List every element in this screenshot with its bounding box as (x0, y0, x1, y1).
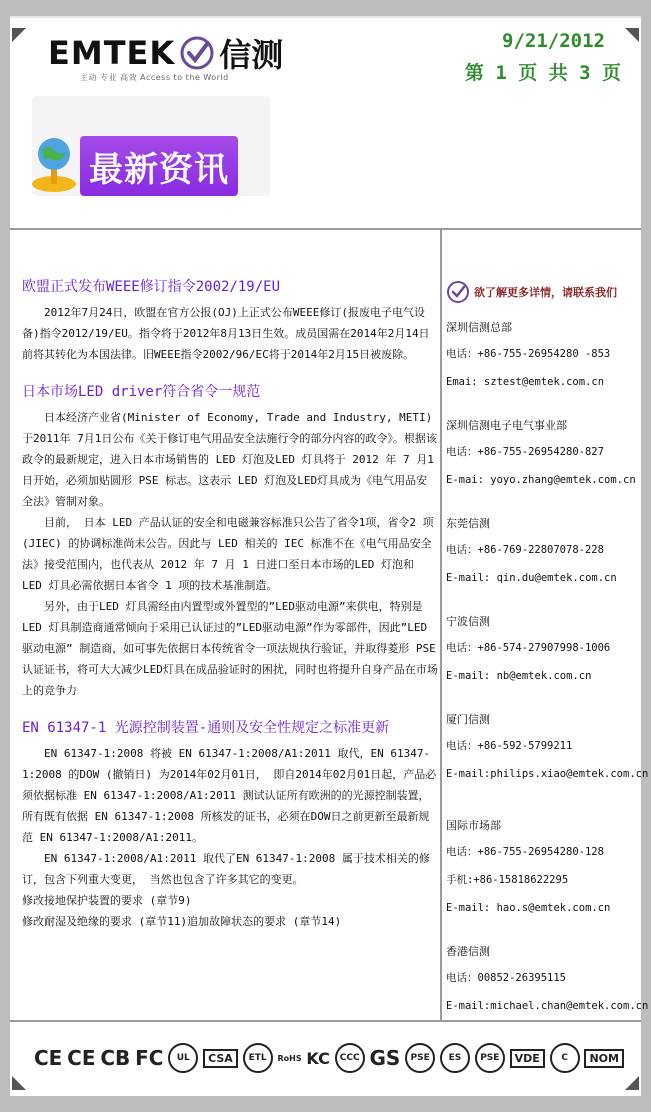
article-title: EN 61347-1 光源控制装置-通则及安全性规定之标准更新 (22, 720, 390, 736)
corner-bottom-right (625, 1076, 639, 1090)
office-phone: 电话：+86-755-26954280 -853 (446, 348, 611, 360)
article-title: 日本市场LED driver符合省令一规范 (22, 384, 261, 400)
article-weee (22, 276, 438, 365)
company-logo (48, 30, 283, 76)
article-list-line: 修改接地保护装置的要求 (章节9) (22, 894, 192, 907)
issue-date: 9/21/2012 (502, 30, 605, 52)
frame-inner-top (10, 16, 641, 18)
office-hongkong (446, 940, 649, 1020)
globe-icon (28, 132, 80, 194)
office-email[interactable]: E-mail: nb@emtek.com.cn (446, 670, 592, 682)
column-divider (440, 230, 442, 1020)
ce-mark-icon: CE (34, 1046, 63, 1070)
office-phone: 电话：+86-755-26954280-128 (446, 846, 604, 858)
office-phone: 电话：+86-769-22807078-228 (446, 544, 604, 556)
office-shenzhen-ee (446, 414, 646, 494)
ccc-icon: CCC (335, 1043, 365, 1073)
etl-icon: ETL (243, 1043, 273, 1073)
page-indicator: 第 1 页 共 3 页 (464, 62, 621, 84)
gs-icon: GS (369, 1046, 401, 1070)
logo-text-en: EMTEK (48, 34, 176, 72)
article-led-driver (22, 381, 438, 701)
es-icon: ES (440, 1043, 470, 1073)
article-paragraph: 另外，由于LED 灯具需经由内置型或外置型的”LED驱动电源”来供电，特别是LED 灯具制造商通常倾向于采用已认证过的”LED驱动电源”作为零部件，因此”LED驱动电源” 制造商，如可事先依据日本传统省令一项法规执行验证，并取得菱形 PSE 认证证书，将可大大减少LED灯具在成品验证时的困扰，同时也将提升自身产品在市场上的竞争力 (22, 600, 438, 697)
vde-icon: VDE (510, 1049, 545, 1068)
office-shenzhen-hq (446, 316, 646, 396)
kc-icon: KC (306, 1048, 330, 1068)
contact-heading-text: 欲了解更多详情，请联系我们 (474, 286, 617, 299)
corner-top-left (12, 28, 26, 42)
office-mobile: 手机:+86-15818622295 (446, 874, 569, 886)
article-paragraph: 日本经济产业省(Minister of Economy, Trade and Industry, METI)于2011年 7月1日公布《关于修订电气用品安全法施行令的部分内容的政令》。根据该政令的最新规定，进入日本市场销售的 LED 灯泡及LED 灯具将于 2012 年 7 月1 日开始，必须加贴圆形 PSE 标志。这表示 LED 灯泡及LED灯具成为《电气用品安全法》管制对象。 (22, 411, 437, 508)
office-email[interactable]: E-mail:michael.chan@emtek.com.cn (446, 1000, 649, 1012)
office-name: 厦门信测 (446, 713, 490, 726)
header-divider (10, 228, 641, 230)
pse-diamond-icon: PSE (475, 1043, 505, 1073)
office-name: 宁波信测 (446, 615, 490, 628)
certification-strip (34, 1038, 624, 1078)
article-list-line: 修改耐湿及绝缘的要求 (章节11)追加故障状态的要求 (章节14) (22, 915, 342, 928)
office-email[interactable]: E-mai: yoyo.zhang@emtek.com.cn (446, 474, 636, 486)
corner-bottom-left (12, 1076, 26, 1090)
news-column (22, 276, 438, 948)
article-title: 欧盟正式发布WEEE修订指令2002/19/EU (22, 279, 281, 295)
office-name: 国际市场部 (446, 819, 501, 832)
article-paragraph: EN 61347-1:2008 将被 EN 61347-1:2008/A1:2011 取代，EN 61347-1:2008 的DOW (撤销日) 为2014年02月01日， 即自2014年02月01日起，产品必须依据标准 EN 61347-1:2008/A1:2011 测试认证所有欧洲的的光源控制装置，所有既有依据 EN 61347-1:2008 所核发的证书，必须在DOW日之前更新至最新规范 EN 61347-1:2008/A1:2011。 (22, 747, 437, 844)
office-name: 深圳信测总部 (446, 321, 512, 334)
office-international (446, 814, 646, 922)
office-email[interactable]: E-mail: hao.s@emtek.com.cn (446, 902, 611, 914)
article-paragraph: 目前， 日本 LED 产品认证的安全和电磁兼容标准只公告了省令1项，省令2 项 (JIEC) 的协调标准尚未公告。因此与 LED 相关的 IEC 标准不在《电气用品安全法》接受范围内，也代表从 2012 年 7 月 1 日进口至日本市场的LED 灯泡和 LED 灯具必需依据日本省令 1 项的技术基准制造。 (22, 516, 434, 592)
news-banner-label: 最新资讯 (89, 149, 229, 190)
article-en61347 (22, 717, 438, 932)
check-circle-icon (446, 280, 470, 304)
cb-scheme-icon: CB (100, 1046, 131, 1070)
office-phone: 电话：00852-26395115 (446, 972, 567, 984)
slogan: 主动 专业 高效 Access to the World (80, 73, 229, 82)
frame-bottom (0, 1096, 651, 1112)
office-email[interactable]: E-mail: qin.du@emtek.com.cn (446, 572, 617, 584)
corner-top-right (625, 28, 639, 42)
rohs-icon: RoHS (277, 1053, 302, 1063)
office-phone: 电话：+86-592-5799211 (446, 740, 573, 752)
frame-left (0, 0, 10, 1112)
article-paragraph: 2012年7月24日，欧盟在官方公报(OJ)上正式公布WEEE修订(报废电子电气设备)指令2012/19/EU。指令将于2012年8月13日生效。成员国需在2014年2月14日前将其转化为本国法律。旧WEEE指令2002/96/EC将于2014年2月15日被废除。 (22, 306, 430, 361)
contact-heading (446, 280, 646, 304)
ul-icon: UL (168, 1043, 198, 1073)
office-name: 东莞信测 (446, 517, 490, 530)
office-ningbo (446, 610, 646, 690)
office-dongguan (446, 512, 646, 592)
office-name: 深圳信测电子电气事业部 (446, 419, 567, 432)
office-xiamen (446, 708, 649, 788)
contact-column (446, 280, 649, 1038)
office-email[interactable]: E-mail:philips.xiao@emtek.com.cn (446, 768, 649, 780)
frame-top (0, 0, 651, 16)
logo-check-icon (179, 35, 215, 71)
news-banner (80, 136, 238, 196)
office-phone: 电话：+86-755-26954280-827 (446, 446, 604, 458)
logo-text-cn: 信测 (219, 36, 284, 74)
office-name: 香港信测 (446, 945, 490, 958)
office-email[interactable]: Emai: sztest@emtek.com.cn (446, 376, 605, 388)
ce-mark-icon: CE (67, 1046, 96, 1070)
c-tick-icon: C (550, 1043, 580, 1073)
csa-icon: CSA (203, 1049, 238, 1068)
fcc-icon: FC (135, 1046, 164, 1070)
article-paragraph: EN 61347-1:2008/A1:2011 取代了EN 61347-1:2008 属于技术相关的修订，包含下列重大变更， 当然也包含了许多其它的变更。 (22, 852, 430, 886)
nom-icon: NOM (584, 1049, 624, 1068)
pse-icon: PSE (405, 1043, 435, 1073)
office-phone: 电话：+86-574-27907998-1006 (446, 642, 611, 654)
